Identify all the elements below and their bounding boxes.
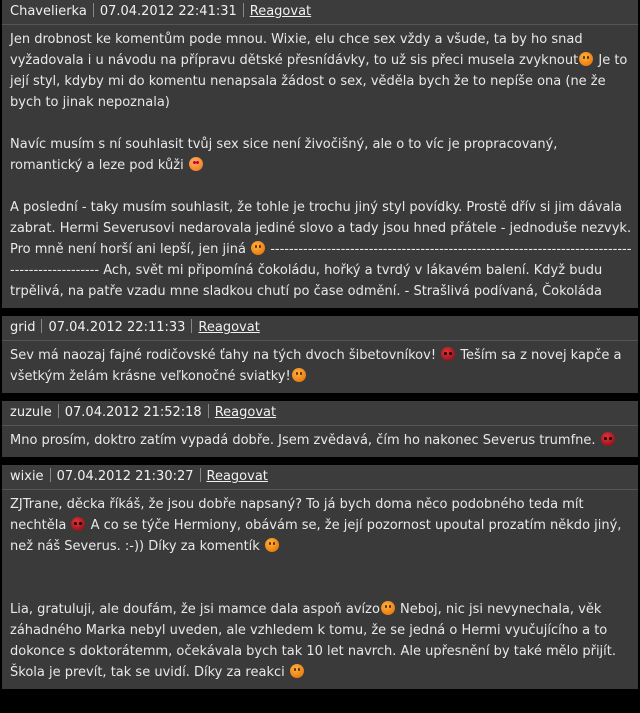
comment-text: A poslední - taky musím souhlasit, že tohle je trochu jiný styl povídky. Prostě dřív si jim dávala zabrat. Hermi Severusovi nedarovala jediné slovo a tady jsou hned přátele - jednoduše nezvyk. Pro mně není horší ani lepší, jen jiná <box>10 200 632 257</box>
comment-timestamp: 07.04.2012 21:52:18 <box>64 405 202 420</box>
comment-body <box>2 490 638 689</box>
separator <box>243 3 244 17</box>
comment-paragraph <box>10 599 632 683</box>
comment-header <box>2 0 638 25</box>
reply-link[interactable]: Reagovat <box>249 4 312 19</box>
comment-header <box>2 401 638 426</box>
comment-text: Mno prosím, doktro zatím vypadá dobře. Jsem zvědavá, čím ho nakonec Severus trumfne. <box>10 433 600 448</box>
comment-body <box>2 25 638 308</box>
comment-header <box>2 465 638 490</box>
devil-emoticon-icon <box>441 347 455 361</box>
comment-author: zuzule <box>10 405 52 420</box>
separator <box>50 468 51 482</box>
comment-text: Je to její styl, kdyby mi do komentu nenapsala žádost o sex, věděla bych že to nepíše ona (ne že bych to jinak nepoznala) <box>10 53 628 110</box>
paragraph-gap <box>10 113 632 134</box>
comment <box>2 401 638 457</box>
comment <box>2 0 638 308</box>
smile-emoticon-icon <box>292 368 306 382</box>
comment-text: Navíc musím s ní souhlasit tvůj sex sice není živočišný, ale o to víc je propracovaný, romantický a leze pod kůži <box>10 137 558 173</box>
comment-paragraph <box>10 345 632 387</box>
devil-emoticon-icon <box>601 432 615 446</box>
laugh-emoticon-icon <box>579 52 593 66</box>
comment-text: A co se týče Hermiony, obávám se, že její pozornost upoutal prozatím někdo jiný, než náš Severus. :-)) Díky za komentík <box>10 518 622 554</box>
comment-author: Chavelierka <box>10 4 87 19</box>
comment-author: grid <box>10 320 36 335</box>
comment-paragraph <box>10 197 632 302</box>
comment-body <box>2 341 638 393</box>
smile-emoticon-icon <box>251 241 265 255</box>
comment <box>2 316 638 393</box>
comment-text: ZJTrane, děcka říkáš, že jsou dobře napsaný? To já bych doma něco podobného teda mít nechtěla <box>10 497 584 533</box>
comment-paragraph <box>10 430 632 451</box>
love-emoticon-icon <box>189 157 203 171</box>
comment-text: Teším sa z novej kapče a všetkým želám krásne veľkonočné sviatky! <box>10 348 622 384</box>
separator <box>93 3 94 17</box>
separator <box>200 468 201 482</box>
comment-paragraph <box>10 29 632 113</box>
comment-text: Neboj, nic jsi nevynechala, věk záhadného Marka nebyl uveden, ale vzhledem k tomu, že se jedná o Hermi vyučujícího a to dokonce s doktorátemm, očekávala bych tak 10 let navrch. Ale upřesnění by také mělo přijít. Škola je prevít, tak se uvidí. Díky za reakci <box>10 602 617 680</box>
reply-link[interactable]: Reagovat <box>214 405 277 420</box>
comment-paragraph <box>10 134 632 176</box>
smile-emoticon-icon <box>265 538 279 552</box>
separator <box>41 319 42 333</box>
comment-text: Lia, gratuluji, ale doufám, že jsi mamce dala aspoň avízo <box>10 602 380 617</box>
comment-timestamp: 07.04.2012 22:11:33 <box>48 320 186 335</box>
separator <box>208 404 209 418</box>
reply-link[interactable]: Reagovat <box>206 469 268 484</box>
comment-header <box>2 316 638 341</box>
comment-text: ------------------------------------------------------------------------------------------------ Ach, svět mi připomíná čokoládu, hořký a tvrdý v lákavém balení. Když budu trpělivá, na patře vzadu mne sladkou chutí po čase odmění. - Strašlivá podívaná, Čokoláda <box>10 242 632 299</box>
devil-emoticon-icon <box>71 517 85 531</box>
comment-timestamp: 07.04.2012 21:30:27 <box>56 469 194 484</box>
comment-timestamp: 07.04.2012 22:41:31 <box>99 4 237 19</box>
comment-text: Sev má naozaj fajné rodičovské ťahy na tých dvoch šibetovníkov! <box>10 348 441 363</box>
smile-emoticon-icon <box>290 664 304 678</box>
comment <box>2 465 638 689</box>
paragraph-gap <box>10 176 632 197</box>
comment-text: Jen drobnost ke komentům pode mnou. Wixie, elu chce sex vždy a všude, ta by ho snad vyžadovala i u návodu na přípravu dětské přesnídávky, to už sis přeci musela zvyknout <box>10 32 583 68</box>
reply-link[interactable]: Reagovat <box>198 320 260 335</box>
comment-author: wixie <box>10 469 44 484</box>
smile-emoticon-icon <box>381 601 395 615</box>
paragraph-gap <box>10 557 632 599</box>
comment-paragraph <box>10 494 632 557</box>
comment-body <box>2 426 638 457</box>
separator <box>191 319 192 333</box>
separator <box>58 404 59 418</box>
